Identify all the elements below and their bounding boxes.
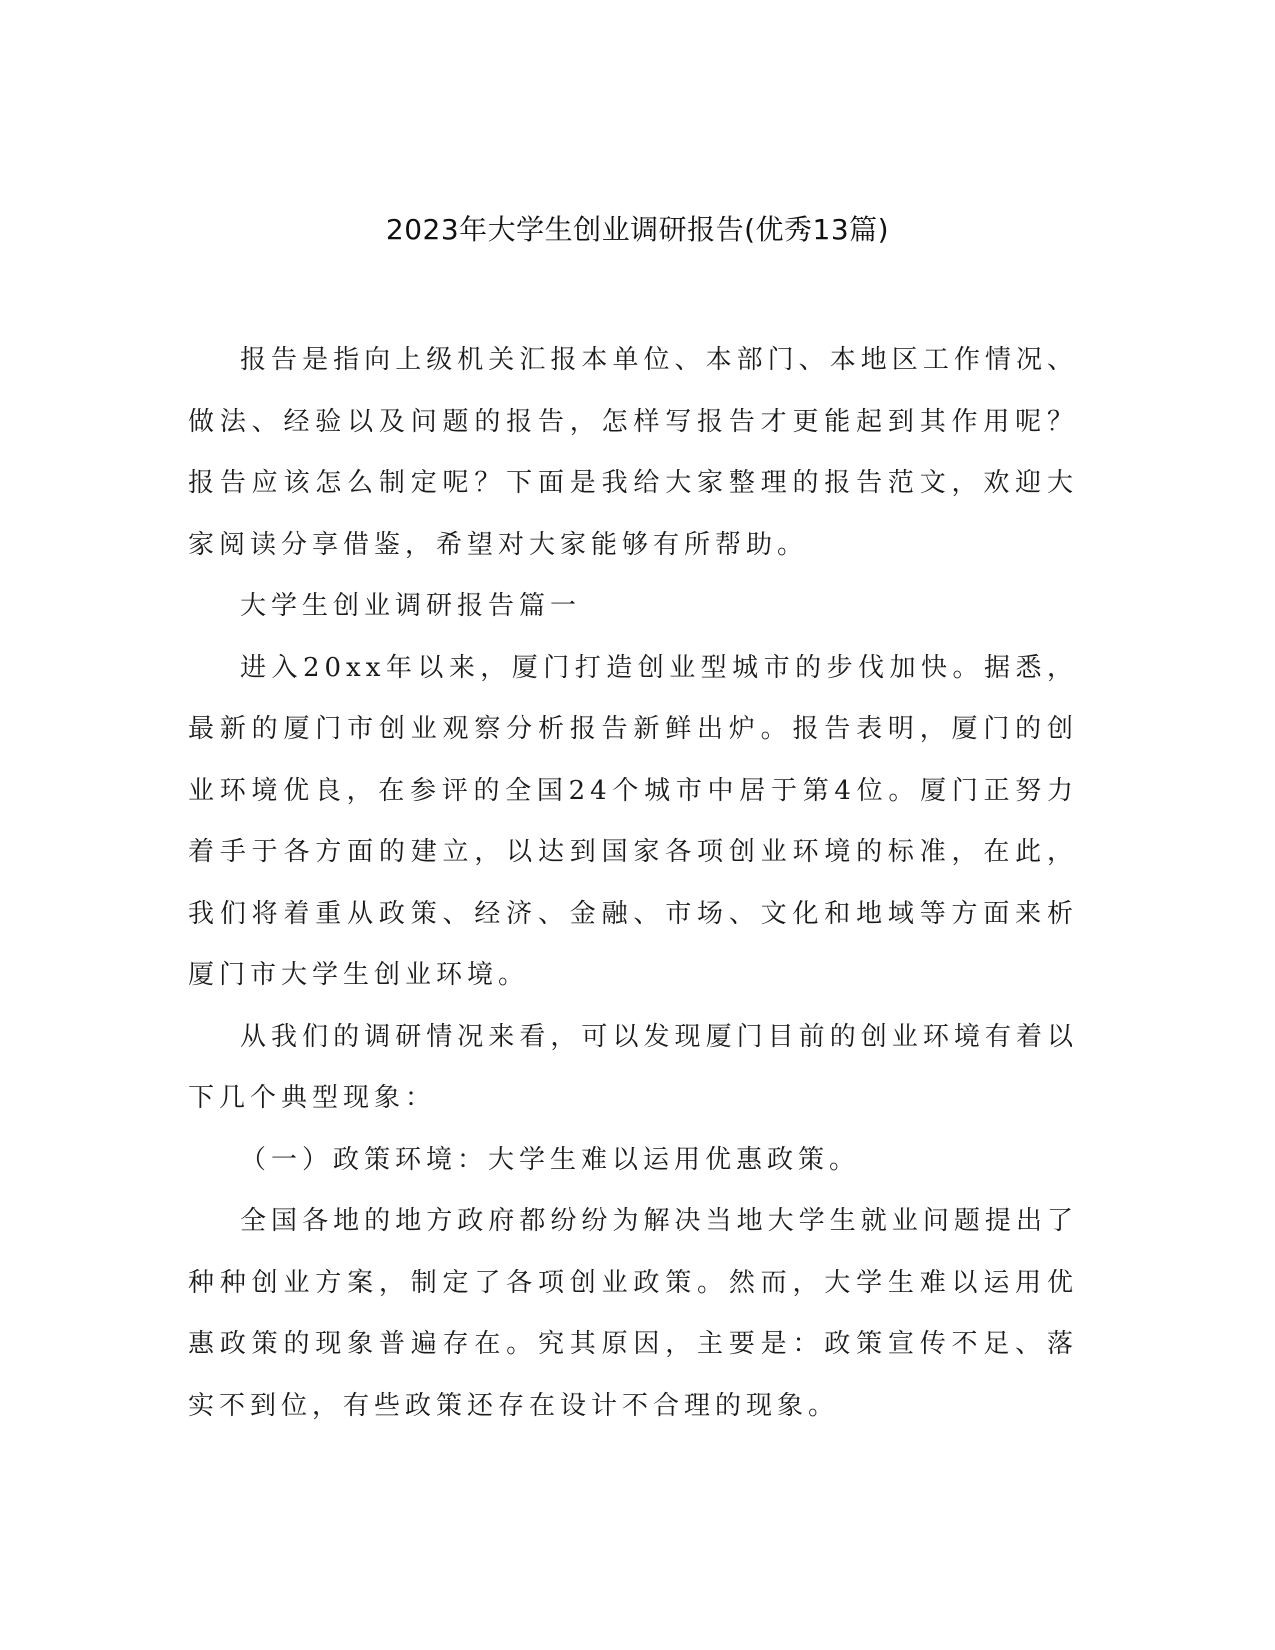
paragraph-phenomena-intro: 从我们的调研情况来看，可以发现厦门目前的创业环境有着以下几个典型现象：	[188, 1021, 1078, 1113]
paragraph-section-heading: 大学生创业调研报告篇一	[240, 591, 582, 621]
document-body	[188, 330, 1078, 1437]
document-title: 2023年大学生创业调研报告(优秀13篇)	[385, 213, 890, 246]
paragraph-xiamen-overview: 进入20xx年以来，厦门打造创业型城市的步伐加快。据悉，最新的厦门市创业观察分析报告新鲜出炉。报告表明，厦门的创业环境优良，在参评的全国24个城市中居于第4位。厦门正努力着手于各方面的建立，以达到国家各项创业环境的标准，在此，我们将着重从政策、经济、金融、市场、文化和地域等方面来析厦门市大学生创业环境。	[188, 652, 1078, 990]
paragraph-policy-detail: 全国各地的地方政府都纷纷为解决当地大学生就业问题提出了种种创业方案，制定了各项创业政策。然而，大学生难以运用优惠政策的现象普遍存在。究其原因，主要是：政策宣传不足、落实不到位，有些政策还存在设计不合理的现象。	[188, 1206, 1078, 1421]
paragraph-intro: 报告是指向上级机关汇报本单位、本部门、本地区工作情况、做法、经验以及问题的报告，怎样写报告才更能起到其作用呢？报告应该怎么制定呢？下面是我给大家整理的报告范文，欢迎大家阅读分享借鉴，希望对大家能够有所帮助。	[188, 345, 1078, 560]
paragraph-policy-heading: （一）政策环境：大学生难以运用优惠政策。	[240, 1144, 861, 1175]
